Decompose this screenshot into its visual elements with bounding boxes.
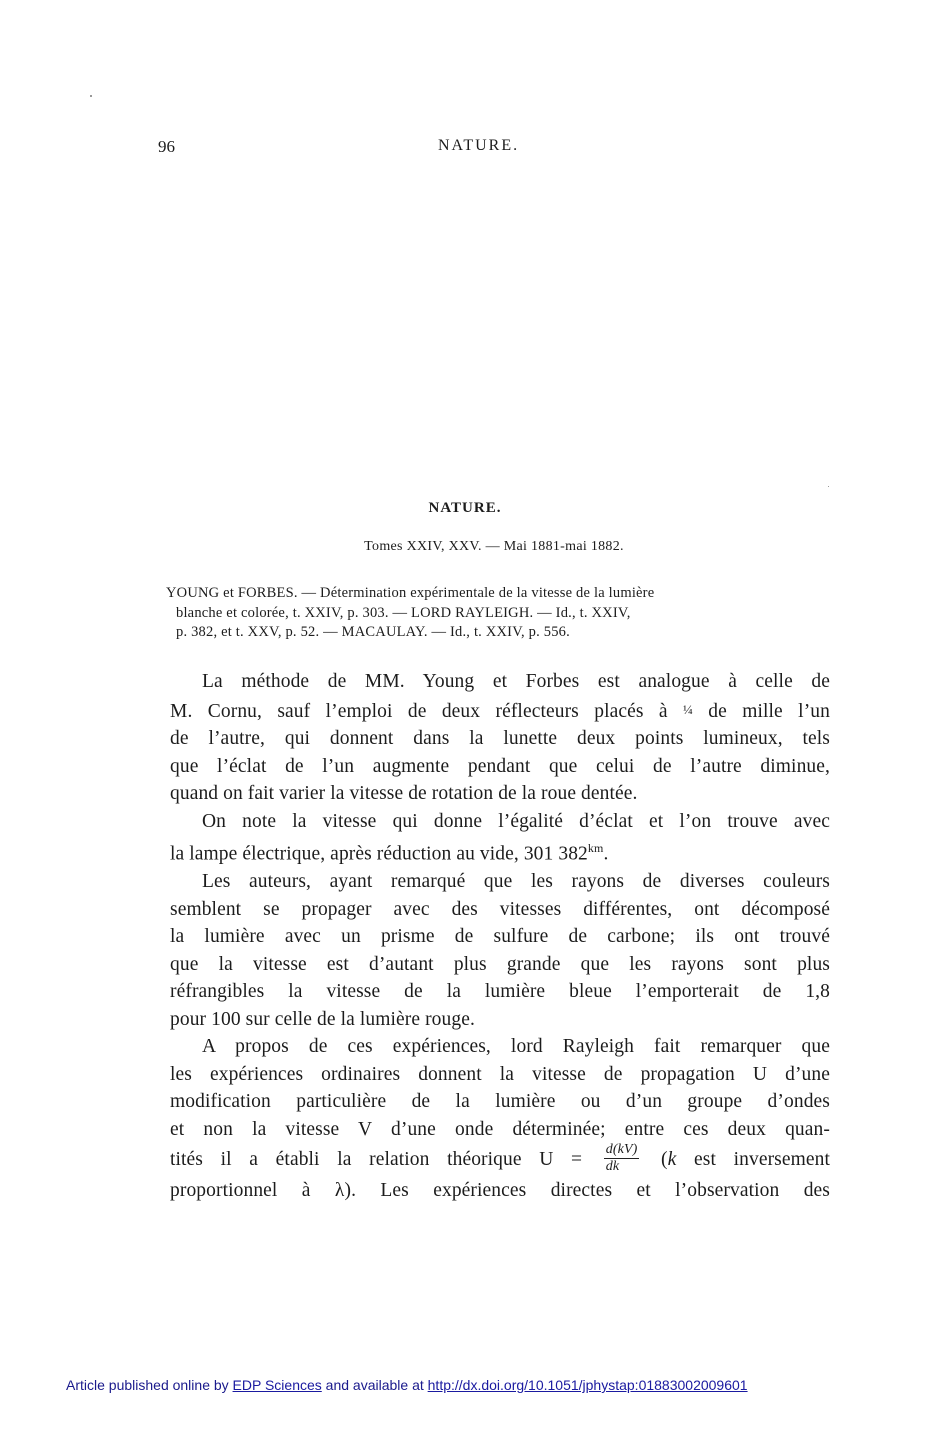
text-span: ( — [643, 1149, 668, 1170]
text-span: M. Cornu, sauf l’emploi de deux réflecteurs placés à — [170, 700, 684, 722]
text-line: la lumière avec un prisme de sulfure de carbone; ils ont trouvé — [170, 926, 830, 947]
text-line: que la vitesse est d’autant plus grande que les rayons sont plus — [170, 953, 830, 975]
unit-superscript: km — [587, 841, 604, 855]
text-line: La méthode de MM. Young et Forbes est analogue à celle de — [202, 671, 830, 692]
paragraph-3 — [170, 868, 830, 1033]
text-line: semblent se propager avec des vitesses différentes, ont décomposé — [170, 898, 830, 920]
text-line: que l’éclat de l’un augmente pendant que celui de l’autre diminue, — [170, 755, 830, 777]
publisher-link[interactable]: EDP Sciences — [232, 1377, 322, 1393]
references-block — [166, 584, 826, 643]
text-line — [170, 835, 830, 868]
text-line: réfrangibles la vitesse de la lumière bleue l’emporterait de 1,8 — [170, 981, 830, 1002]
text-line: quand on fait varier la vitesse de rotation de la roue dentée. — [170, 783, 638, 804]
text-span: tités il a établi la relation théorique U = — [170, 1149, 600, 1170]
paragraph-4 — [170, 1033, 830, 1205]
text-line — [170, 696, 830, 726]
reference-line: YOUNG et FORBES. — Détermination expérimentale de la vitesse de la lumière — [166, 585, 655, 601]
text-line: et non la vitesse V d’une onde déterminée; entre ces deux quan- — [170, 1118, 830, 1140]
paragraph-2 — [170, 808, 830, 869]
text-line: pour 100 sur celle de la lumière rouge. — [170, 1008, 475, 1030]
footer-middle: and available at — [321, 1377, 428, 1393]
doi-link[interactable]: http://dx.doi.org/10.1051/jphystap:01883002009601 — [427, 1377, 748, 1393]
text-line: les expériences ordinaires donnent la vitesse de propagation U d’une — [170, 1063, 830, 1085]
derivative-formula — [604, 1142, 640, 1175]
scan-speck — [828, 486, 829, 487]
scan-speck — [90, 95, 92, 97]
text-line: modification particulière de la lumière ou d’un groupe d’ondes — [170, 1091, 830, 1112]
text-line: Les auteurs, ayant remarqué que les rayons de diverses couleurs — [202, 871, 830, 892]
text-span: de mille l’un — [692, 700, 830, 722]
text-span: est inversement — [676, 1149, 831, 1170]
text-span: . — [603, 843, 609, 865]
article-body — [170, 668, 830, 1205]
running-head: NATURE. — [438, 137, 520, 154]
quarter-fraction: ¼ — [683, 701, 693, 717]
section-title: NATURE. — [428, 500, 502, 516]
text-span: la lampe électrique, après réduction au vide, 301 382 — [170, 843, 588, 865]
footer-notice — [66, 1377, 748, 1393]
formula-numerator: d(kV) — [605, 1142, 638, 1158]
formula-denominator: dk — [605, 1159, 620, 1175]
text-line: proportionnel à λ). Les expériences directes et l’observation des — [170, 1180, 830, 1202]
paragraph-1 — [170, 668, 830, 808]
text-line: A propos de ces expériences, lord Rayleigh fait remarquer que — [202, 1036, 830, 1057]
italic-variable: k — [667, 1149, 677, 1170]
volumes-line: Tomes XXIV, XXV. — Mai 1881-mai 1882. — [364, 539, 624, 554]
reference-line: blanche et colorée, t. XXIV, p. 303. — LORD RAYLEIGH. — Id., t. XXIV, — [176, 604, 631, 621]
text-line — [170, 1143, 830, 1177]
text-line: On note la vitesse qui donne l’égalité d’éclat et l’on trouve avec — [202, 810, 830, 832]
page-number: 96 — [158, 137, 175, 156]
reference-line: p. 382, et t. XXV, p. 52. — MACAULAY. — Id., t. XXIV, p. 556. — [176, 624, 570, 640]
text-line: de l’autre, qui donnent dans la lunette deux points lumineux, tels — [170, 728, 830, 749]
footer-prefix: Article published online by — [66, 1377, 233, 1393]
